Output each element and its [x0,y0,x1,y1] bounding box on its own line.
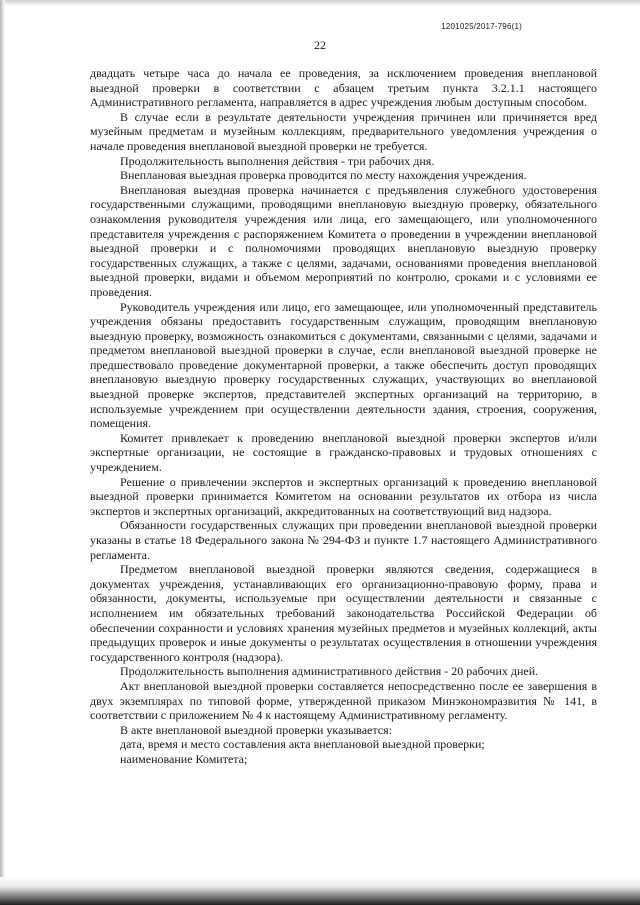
paragraph-11: Продолжительность выполнения административного действия - 20 рабочих дней. [120,664,539,679]
paragraph-3: Продолжительность выполнения действия - три рабочих дня. [120,153,435,168]
document-body [90,66,597,767]
paragraph-10: Предметом внеплановой выездной проверки являются сведения, содержащиеся в документах учреждения, устанавливающих его организационно-правовую форму, права и обязанности, документы, используемые при осуществлении деятельности и связанные с исполнением им обязательных требований законодательства Российской Федерации об обеспечении сохранности и условиях хранения музейных предметов и музейных коллекций, акты предыдущих проверок и иные документы о результатах осуществления в отношении учреждения государственного контроля (надзора). [90,562,597,664]
paragraph-2: В случае если в результате деятельности учреждения причинен или причиняется вред музейным предметам и музейным коллекциям, предварительного уведомления учреждения о начале проведения внеплановой выездной проверки не требуется. [90,109,597,153]
paragraph-14: дата, время и место составления акта внеплановой выездной проверки; [120,737,485,752]
paragraph-7: Комитет привлекает к проведению внеплановой выездной проверки экспертов и/или экспертные организации, не состоящие в гражданско-правовых и трудовых отношениях с учреждением. [90,430,597,475]
paragraph-15: наименование Комитета; [120,751,248,766]
scan-edge-bottom [0,877,640,905]
paragraph-9: Обязанности государственных служащих при проведении внеплановой выездной проверки указаны в статье 18 Федерального закона № 294-ФЗ и пункте 1.7 настоящего Административного регламента. [90,518,597,562]
paragraph-4: Внеплановая выездная проверка проводится по месту нахождения учреждения. [120,168,527,183]
paragraph-1: двадцать четыре часа до начала ее проведения, за исключением проведения внеплановой выездной проверки в соответствии с абзацем третьим пункта 3.2.1.1 настоящего Административного регламента, направляется в адрес учреждения любым доступным способом. [90,66,597,110]
document-id: 1201025/2017-796(1) [441,22,522,31]
scan-edge-top [0,0,640,6]
scan-edge-left [0,0,5,905]
paragraph-12: Акт внеплановой выездной проверки составляется непосредственно после ее завершения в двух экземплярах по типовой форме, утвержденной приказом Минэкономразвития № 141, в соответствии с приложением № 4 к настоящему Административному регламенту. [90,678,597,723]
paragraph-13: В акте внеплановой выездной проверки указывается: [120,722,392,737]
page-number: 22 [314,38,326,52]
paragraph-8: Решение о привлечении экспертов и экспертных организаций к проведению внеплановой выездной проверки принимается Комитетом на основании результатов их отбора из числа экспертов и экспертных организаций, аккредитованных на соответствующий вид надзора. [90,474,597,518]
paragraph-6: Руководитель учреждения или лицо, его замещающее, или уполномоченный представитель учреждения обязаны предоставить государственным служащим, проводящим внеплановую выездную проверку, возможность ознакомиться с документами, связанными с целями, задачами и предметом внеплановой выездной проверки в случае, если внеплановой выездной проверке не предшествовало проведение документарной проверки, а также обеспечить доступ проводящих внеплановую выездную проверку государственных служащих, участвующих во внеплановой выездной проверке экспертов, представителей экспертных организаций на территорию, в используемые учреждением при осуществлении деятельности здания, строения, сооружения, помещения. [90,299,597,431]
paragraph-5: Внеплановая выездная проверка начинается с предъявления служебного удостоверения государственными служащими, проводящими внеплановую выездную проверку, обязательного ознакомления руководителя учреждения или лица, его замещающего, или уполномоченного представителя учреждения с распоряжением Комитета о проведении в учреждении внеплановой выездной проверки и с полномочиями проводящих внеплановую выездную проверку государственных служащих, а также с целями, задачами, основаниями проведения внеплановой выездной проверки, видами и объемом мероприятий по контролю, сроками и с условиями ее проведения. [90,182,597,299]
